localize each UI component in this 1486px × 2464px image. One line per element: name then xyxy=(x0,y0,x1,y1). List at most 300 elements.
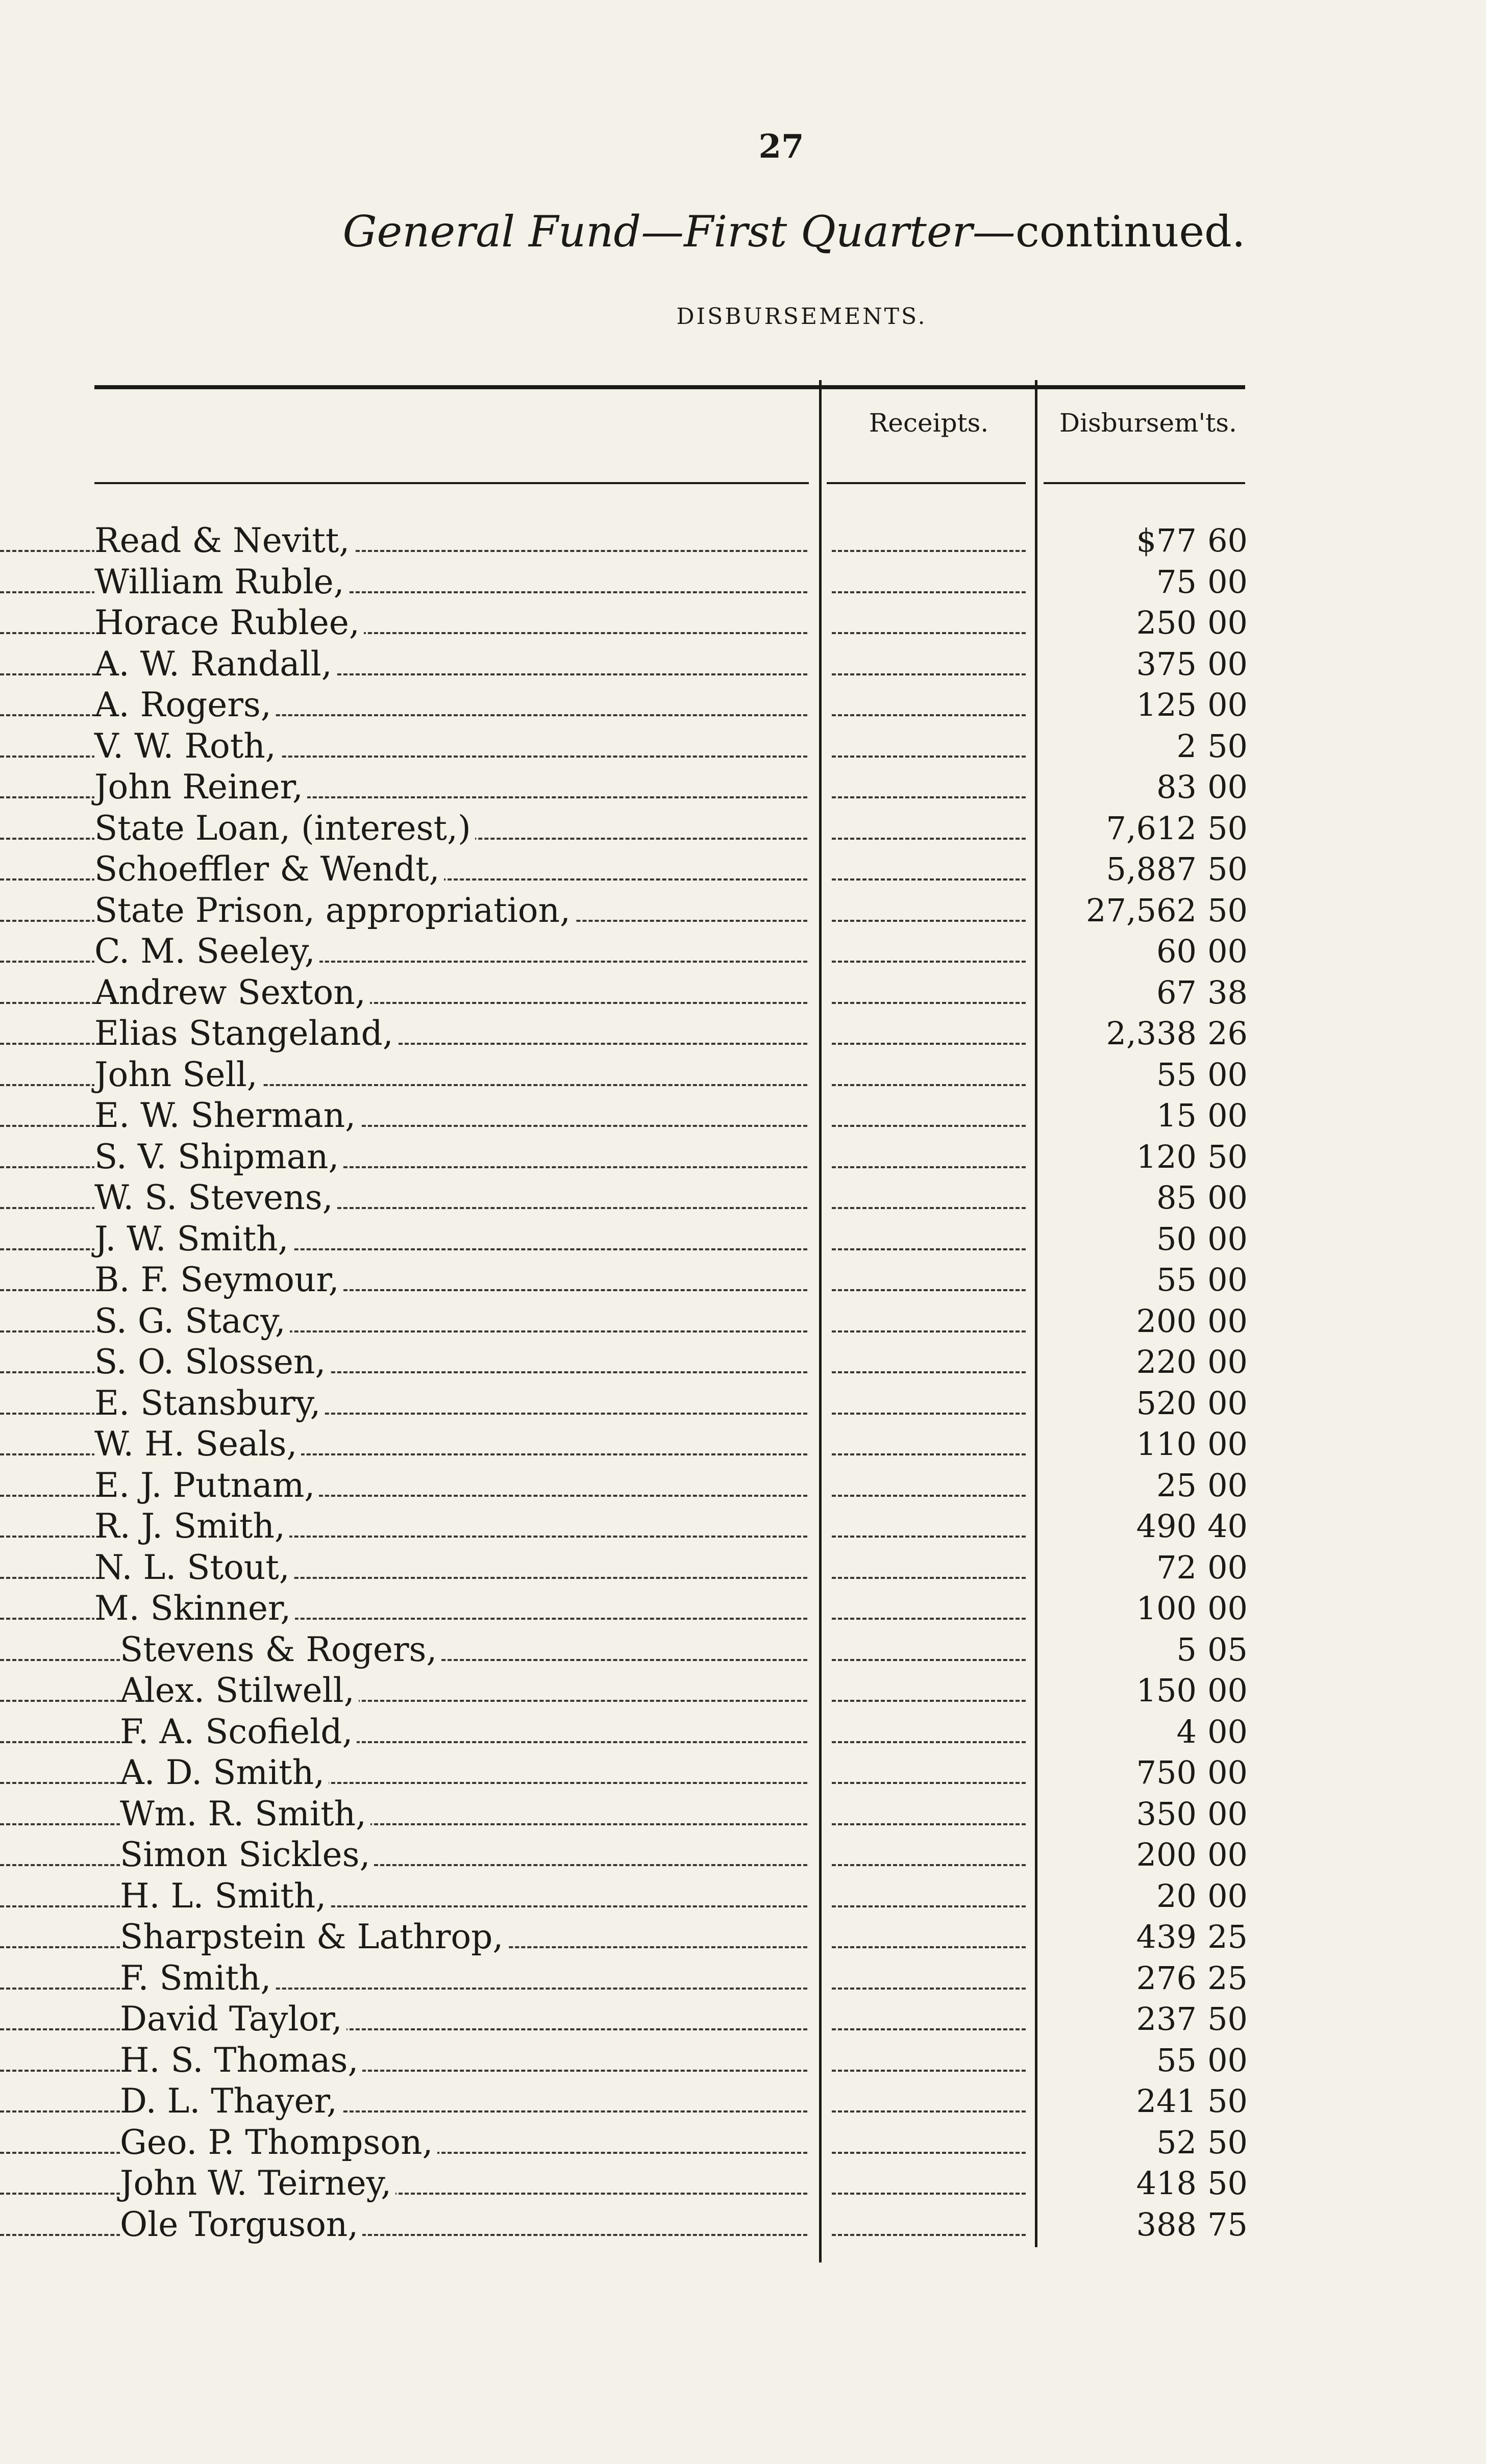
ledger-row xyxy=(0,644,1486,685)
disbursement-amount xyxy=(1041,1054,1248,1095)
page-title xyxy=(0,207,1486,257)
receipts-blank xyxy=(832,1043,1026,1045)
payee-name xyxy=(0,726,811,767)
payee-name-text: V. W. Roth, xyxy=(94,726,280,766)
amount-cents: 00 xyxy=(1207,1672,1248,1709)
payee-name xyxy=(0,1547,811,1588)
payee-name xyxy=(0,1629,811,1670)
amount-cents: 00 xyxy=(1207,1425,1248,1463)
ledger-row xyxy=(0,1342,1486,1382)
amount-cents: 50 xyxy=(1207,1138,1248,1175)
disbursement-amount xyxy=(1041,1794,1248,1834)
payee-name-text: A. Rogers, xyxy=(94,685,276,724)
column-header-receipts: Receipts. xyxy=(869,408,989,438)
amount-dollars: 83 xyxy=(1156,768,1197,806)
amount-cents: 00 xyxy=(1207,1836,1248,1873)
receipts-blank xyxy=(832,1084,1026,1086)
amount-dollars: 150 xyxy=(1136,1672,1197,1709)
ledger-row xyxy=(0,1999,1486,2040)
payee-name xyxy=(0,2204,811,2245)
ledger-row xyxy=(0,2163,1486,2204)
amount-cents: 00 xyxy=(1207,1343,1248,1380)
receipts-blank xyxy=(832,2110,1026,2113)
payee-name xyxy=(0,1342,811,1382)
disbursement-amount xyxy=(1041,1013,1248,1054)
table-top-rule xyxy=(94,385,1245,389)
receipts-blank xyxy=(832,2028,1026,2030)
disbursement-amount xyxy=(1041,2163,1248,2204)
amount-dollars: 110 xyxy=(1136,1425,1197,1463)
disbursement-amount xyxy=(1041,1958,1248,1999)
payee-name xyxy=(0,2040,811,2081)
amount-cents: 50 xyxy=(1207,892,1248,929)
amount-cents: 50 xyxy=(1207,810,1248,847)
receipts-blank xyxy=(832,1330,1026,1332)
amount-dollars: 375 xyxy=(1136,645,1197,683)
amount-dollars: 388 xyxy=(1136,2206,1197,2243)
amount-dollars: 200 xyxy=(1136,1302,1197,1340)
ledger-row xyxy=(0,2040,1486,2081)
receipts-blank xyxy=(832,1988,1026,1990)
payee-name-text: John Reiner, xyxy=(94,767,307,807)
disbursement-amount xyxy=(1041,890,1248,931)
amount-dollars: 490 xyxy=(1136,1507,1197,1545)
receipts-blank xyxy=(832,756,1026,758)
disbursement-amount xyxy=(1041,1712,1248,1752)
amount-cents: 50 xyxy=(1207,2124,1248,2161)
payee-name xyxy=(0,1752,811,1793)
payee-name-text: Ole Torguson, xyxy=(120,2205,362,2244)
payee-name xyxy=(0,562,811,602)
amount-dollars: 5,887 xyxy=(1106,850,1197,888)
disbursement-amount xyxy=(1041,1177,1248,1218)
ledger-row xyxy=(0,726,1486,767)
disbursement-amount xyxy=(1041,808,1248,849)
amount-cents: 00 xyxy=(1207,1590,1248,1627)
disbursement-amount xyxy=(1041,1876,1248,1917)
payee-name xyxy=(0,1137,811,1177)
payee-name xyxy=(0,1999,811,2040)
payee-name-text: S. V. Shipman, xyxy=(94,1137,343,1176)
disbursement-amount xyxy=(1041,1424,1248,1465)
receipts-blank xyxy=(832,1905,1026,1907)
ledger-row xyxy=(0,1752,1486,1793)
payee-name-text: C. M. Seeley, xyxy=(94,932,319,971)
ledger-row xyxy=(0,1424,1486,1465)
payee-name xyxy=(0,644,811,685)
ledger-row xyxy=(0,2122,1486,2163)
payee-name-text: E. J. Putnam, xyxy=(94,1466,319,1505)
disbursement-amount xyxy=(1041,972,1248,1013)
payee-name xyxy=(0,849,811,890)
amount-dollars: 350 xyxy=(1136,1795,1197,1832)
disbursement-amount xyxy=(1041,1506,1248,1547)
payee-name-text: Simon Sickles, xyxy=(120,1835,374,1874)
payee-name-text: Elias Stangeland, xyxy=(94,1014,398,1053)
receipts-blank xyxy=(832,632,1026,634)
amount-cents: 60 xyxy=(1207,522,1248,559)
amount-dollars: 27,562 xyxy=(1086,892,1197,929)
payee-name xyxy=(0,1301,811,1342)
receipts-blank xyxy=(832,2070,1026,2072)
amount-cents: 50 xyxy=(1207,2165,1248,2202)
receipts-blank xyxy=(832,673,1026,675)
amount-dollars: 72 xyxy=(1156,1549,1197,1586)
amount-cents: 00 xyxy=(1207,1261,1248,1298)
payee-name xyxy=(0,808,811,849)
amount-dollars: 4 xyxy=(1176,1713,1197,1750)
receipts-blank xyxy=(832,1453,1026,1455)
payee-name-text: S. G. Stacy, xyxy=(94,1301,290,1341)
ledger-row xyxy=(0,1834,1486,1875)
disbursement-amount xyxy=(1041,849,1248,890)
payee-name xyxy=(0,1670,811,1711)
ledger-row xyxy=(0,1013,1486,1054)
payee-name-text: Horace Rublee, xyxy=(94,603,364,642)
payee-name xyxy=(0,890,811,931)
receipts-blank xyxy=(832,591,1026,593)
receipts-blank xyxy=(832,1618,1026,1620)
amount-dollars: 52 xyxy=(1156,2124,1197,2161)
amount-dollars: 7,612 xyxy=(1106,810,1197,847)
ledger-row xyxy=(0,1465,1486,1506)
amount-dollars: 67 xyxy=(1156,974,1197,1011)
section-heading: DISBURSEMENTS. xyxy=(676,304,927,330)
receipts-blank xyxy=(832,1700,1026,1702)
title-plain: continued. xyxy=(1015,207,1246,257)
ledger-row xyxy=(0,2204,1486,2245)
payee-name-text: Alex. Stilwell, xyxy=(120,1671,359,1710)
amount-cents: 25 xyxy=(1207,1918,1248,1955)
ledger-row xyxy=(0,1383,1486,1424)
ledger-row xyxy=(0,1177,1486,1218)
amount-cents: 00 xyxy=(1207,1385,1248,1422)
amount-cents: 00 xyxy=(1207,1220,1248,1258)
ledger-row xyxy=(0,1588,1486,1629)
amount-dollars: $77 xyxy=(1136,522,1197,559)
payee-name xyxy=(0,1506,811,1547)
receipts-blank xyxy=(832,838,1026,840)
disbursement-amount xyxy=(1041,1301,1248,1342)
amount-cents: 05 xyxy=(1207,1631,1248,1668)
payee-name-text: Wm. R. Smith, xyxy=(120,1794,370,1833)
disbursement-amount xyxy=(1041,767,1248,808)
disbursement-amount xyxy=(1041,931,1248,972)
payee-name-text: W. H. Seals, xyxy=(94,1424,301,1464)
receipts-blank xyxy=(832,714,1026,716)
disbursement-amount xyxy=(1041,2204,1248,2245)
payee-name-text: W. S. Stevens, xyxy=(94,1178,337,1217)
amount-dollars: 418 xyxy=(1136,2165,1197,2202)
payee-name-text: John Sell, xyxy=(94,1055,262,1094)
payee-name-text: A. D. Smith, xyxy=(120,1753,329,1792)
ledger-row xyxy=(0,562,1486,602)
payee-name-text: Read & Nevitt, xyxy=(94,521,354,560)
receipts-blank xyxy=(832,1536,1026,1538)
disbursement-amount xyxy=(1041,1260,1248,1300)
payee-name xyxy=(0,1876,811,1917)
disbursement-amount xyxy=(1041,1219,1248,1260)
disbursement-amount xyxy=(1041,1383,1248,1424)
receipts-blank xyxy=(832,878,1026,881)
ledger-row xyxy=(0,890,1486,931)
payee-name xyxy=(0,1383,811,1424)
amount-cents: 00 xyxy=(1207,1179,1248,1216)
ledger-row xyxy=(0,1670,1486,1711)
payee-name-text: John W. Teirney, xyxy=(120,2164,395,2203)
payee-name-text: E. W. Sherman, xyxy=(94,1096,360,1135)
ledger-row xyxy=(0,1054,1486,1095)
amount-dollars: 100 xyxy=(1136,1590,1197,1627)
ledger-row xyxy=(0,1958,1486,1999)
payee-name-text: R. J. Smith, xyxy=(94,1506,289,1546)
amount-cents: 00 xyxy=(1207,604,1248,641)
receipts-blank xyxy=(832,1495,1026,1497)
payee-name-text: N. L. Stout, xyxy=(94,1548,294,1587)
payee-name xyxy=(0,1260,811,1300)
page-number: 27 xyxy=(758,128,804,166)
ledger-row xyxy=(0,685,1486,725)
receipts-blank xyxy=(832,1741,1026,1743)
amount-cents: 00 xyxy=(1207,768,1248,806)
receipts-blank xyxy=(832,1864,1026,1866)
disbursement-amount xyxy=(1041,1137,1248,1177)
amount-dollars: 520 xyxy=(1136,1385,1197,1422)
receipts-blank xyxy=(832,1782,1026,1784)
amount-cents: 50 xyxy=(1207,2000,1248,2038)
disbursement-amount xyxy=(1041,1465,1248,1506)
payee-name xyxy=(0,1834,811,1875)
ledger-row xyxy=(0,1629,1486,1670)
payee-name xyxy=(0,972,811,1013)
disbursement-amount xyxy=(1041,1752,1248,1793)
amount-cents: 00 xyxy=(1207,933,1248,970)
disbursement-amount xyxy=(1041,1342,1248,1382)
receipts-blank xyxy=(832,1248,1026,1250)
amount-dollars: 55 xyxy=(1156,2042,1197,2079)
receipts-blank xyxy=(832,2234,1026,2236)
receipts-blank xyxy=(832,550,1026,552)
payee-name-text: B. F. Seymour, xyxy=(94,1260,343,1299)
disbursement-amount xyxy=(1041,1999,1248,2040)
column-header-disbursements: Disbursem'ts. xyxy=(1059,408,1237,438)
amount-dollars: 120 xyxy=(1136,1138,1197,1175)
disbursement-amount xyxy=(1041,562,1248,602)
payee-name xyxy=(0,1013,811,1054)
payee-name-text: David Taylor, xyxy=(120,1999,346,2039)
receipts-blank xyxy=(832,961,1026,963)
amount-cents: 00 xyxy=(1207,1877,1248,1915)
disbursement-amount xyxy=(1041,1629,1248,1670)
amount-cents: 25 xyxy=(1207,1959,1248,1997)
amount-dollars: 2 xyxy=(1176,727,1197,765)
amount-cents: 00 xyxy=(1207,1056,1248,1093)
header-rule xyxy=(1044,482,1245,484)
ledger-row xyxy=(0,1876,1486,1917)
disbursement-amount xyxy=(1041,2122,1248,2163)
payee-name-text: F. Smith, xyxy=(120,1958,275,1998)
amount-dollars: 2,338 xyxy=(1106,1015,1197,1052)
receipts-blank xyxy=(832,2152,1026,2154)
amount-cents: 50 xyxy=(1207,727,1248,765)
disbursement-amount xyxy=(1041,1588,1248,1629)
ledger-row xyxy=(0,1301,1486,1342)
ledger-row xyxy=(0,1260,1486,1300)
amount-cents: 00 xyxy=(1207,1713,1248,1750)
disbursement-amount xyxy=(1041,1834,1248,1875)
ledger-row xyxy=(0,849,1486,890)
amount-dollars: 750 xyxy=(1136,1754,1197,1791)
amount-cents: 00 xyxy=(1207,1097,1248,1134)
amount-dollars: 55 xyxy=(1156,1056,1197,1093)
ledger-row xyxy=(0,1712,1486,1752)
payee-name-text: Schoeffler & Wendt, xyxy=(94,849,444,889)
receipts-blank xyxy=(832,1659,1026,1661)
payee-name xyxy=(0,1588,811,1629)
payee-name-text: M. Skinner, xyxy=(94,1589,295,1628)
payee-name xyxy=(0,1712,811,1752)
payee-name-text: Andrew Sexton, xyxy=(94,973,370,1012)
ledger-row xyxy=(0,520,1486,561)
payee-name xyxy=(0,1424,811,1465)
payee-name xyxy=(0,2163,811,2204)
payee-name xyxy=(0,931,811,972)
payee-name-text: William Ruble, xyxy=(94,562,349,601)
amount-cents: 00 xyxy=(1207,1467,1248,1504)
receipts-blank xyxy=(832,1577,1026,1579)
title-italic: General Fund—First Quarter— xyxy=(342,207,1016,257)
payee-name-text: Geo. P. Thompson, xyxy=(120,2123,437,2162)
disbursement-amount xyxy=(1041,2040,1248,2081)
receipts-blank xyxy=(832,796,1026,798)
receipts-blank xyxy=(832,2193,1026,2195)
amount-cents: 38 xyxy=(1207,974,1248,1011)
payee-name xyxy=(0,2081,811,2122)
disbursement-amount xyxy=(1041,602,1248,643)
amount-dollars: 60 xyxy=(1156,933,1197,970)
receipts-blank xyxy=(832,1823,1026,1825)
payee-name-text: J. W. Smith, xyxy=(94,1219,292,1259)
payee-name-text: Stevens & Rogers, xyxy=(120,1630,441,1669)
header-rule xyxy=(94,482,809,484)
amount-dollars: 237 xyxy=(1136,2000,1197,2038)
payee-name-text: D. L. Thayer, xyxy=(120,2081,341,2121)
amount-cents: 40 xyxy=(1207,1507,1248,1545)
amount-cents: 00 xyxy=(1207,1302,1248,1340)
amount-dollars: 276 xyxy=(1136,1959,1197,1997)
payee-name-text: F. A. Scofield, xyxy=(120,1712,357,1751)
amount-dollars: 250 xyxy=(1136,604,1197,641)
payee-name-text: State Prison, appropriation, xyxy=(94,891,575,930)
payee-name-text: Sharpstein & Lathrop, xyxy=(120,1917,507,1956)
ledger-row xyxy=(0,1547,1486,1588)
amount-dollars: 50 xyxy=(1156,1220,1197,1258)
payee-name-text: H. L. Smith, xyxy=(120,1876,330,1916)
payee-name-text: State Loan, (interest,) xyxy=(94,809,475,848)
payee-name xyxy=(0,602,811,643)
payee-name xyxy=(0,1465,811,1506)
amount-dollars: 220 xyxy=(1136,1343,1197,1380)
payee-name xyxy=(0,1177,811,1218)
amount-cents: 50 xyxy=(1207,850,1248,888)
amount-cents: 00 xyxy=(1207,1795,1248,1832)
disbursement-amount xyxy=(1041,2081,1248,2122)
payee-name xyxy=(0,520,811,561)
receipts-blank xyxy=(832,920,1026,922)
disbursement-amount xyxy=(1041,520,1248,561)
ledger-row xyxy=(0,808,1486,849)
amount-dollars: 200 xyxy=(1136,1836,1197,1873)
amount-cents: 50 xyxy=(1207,2082,1248,2120)
ledger-row xyxy=(0,1917,1486,1957)
amount-cents: 26 xyxy=(1207,1015,1248,1052)
disbursement-amount xyxy=(1041,1095,1248,1136)
amount-dollars: 85 xyxy=(1156,1179,1197,1216)
receipts-blank xyxy=(832,1946,1026,1948)
ledger-row xyxy=(0,1219,1486,1260)
ledger-row xyxy=(0,1137,1486,1177)
amount-dollars: 5 xyxy=(1176,1631,1197,1668)
amount-dollars: 15 xyxy=(1156,1097,1197,1134)
amount-cents: 00 xyxy=(1207,1549,1248,1586)
receipts-blank xyxy=(832,1207,1026,1209)
payee-name-text: H. S. Thomas, xyxy=(120,2041,362,2080)
payee-name xyxy=(0,1958,811,1999)
disbursement-amount xyxy=(1041,726,1248,767)
ledger-row xyxy=(0,2081,1486,2122)
ledger-row xyxy=(0,1506,1486,1547)
payee-name xyxy=(0,767,811,808)
payee-name xyxy=(0,1054,811,1095)
receipts-blank xyxy=(832,1289,1026,1291)
amount-dollars: 55 xyxy=(1156,1261,1197,1298)
receipts-blank xyxy=(832,1002,1026,1004)
payee-name-text: S. O. Slossen, xyxy=(94,1342,330,1381)
receipts-blank xyxy=(832,1371,1026,1373)
amount-cents: 00 xyxy=(1207,563,1248,600)
payee-name xyxy=(0,1917,811,1957)
amount-cents: 00 xyxy=(1207,1754,1248,1791)
amount-cents: 75 xyxy=(1207,2206,1248,2243)
payee-name xyxy=(0,685,811,725)
payee-name xyxy=(0,1794,811,1834)
payee-name xyxy=(0,1095,811,1136)
amount-dollars: 75 xyxy=(1156,563,1197,600)
amount-dollars: 241 xyxy=(1136,2082,1197,2120)
amount-cents: 00 xyxy=(1207,686,1248,723)
ledger-row xyxy=(0,931,1486,972)
receipts-blank xyxy=(832,1413,1026,1415)
disbursement-amount xyxy=(1041,1547,1248,1588)
ledger-row xyxy=(0,1095,1486,1136)
payee-name-text: E. Stansbury, xyxy=(94,1384,325,1423)
amount-dollars: 25 xyxy=(1156,1467,1197,1504)
amount-dollars: 439 xyxy=(1136,1918,1197,1955)
ledger-row xyxy=(0,767,1486,808)
disbursement-amount xyxy=(1041,1917,1248,1957)
ledger-row xyxy=(0,602,1486,643)
amount-cents: 00 xyxy=(1207,645,1248,683)
payee-name xyxy=(0,1219,811,1260)
ledger-row xyxy=(0,972,1486,1013)
disbursement-amount xyxy=(1041,644,1248,685)
receipts-blank xyxy=(832,1125,1026,1127)
header-rule xyxy=(827,482,1026,484)
disbursement-amount xyxy=(1041,1670,1248,1711)
payee-name xyxy=(0,2122,811,2163)
amount-dollars: 125 xyxy=(1136,686,1197,723)
disbursement-amount xyxy=(1041,685,1248,725)
